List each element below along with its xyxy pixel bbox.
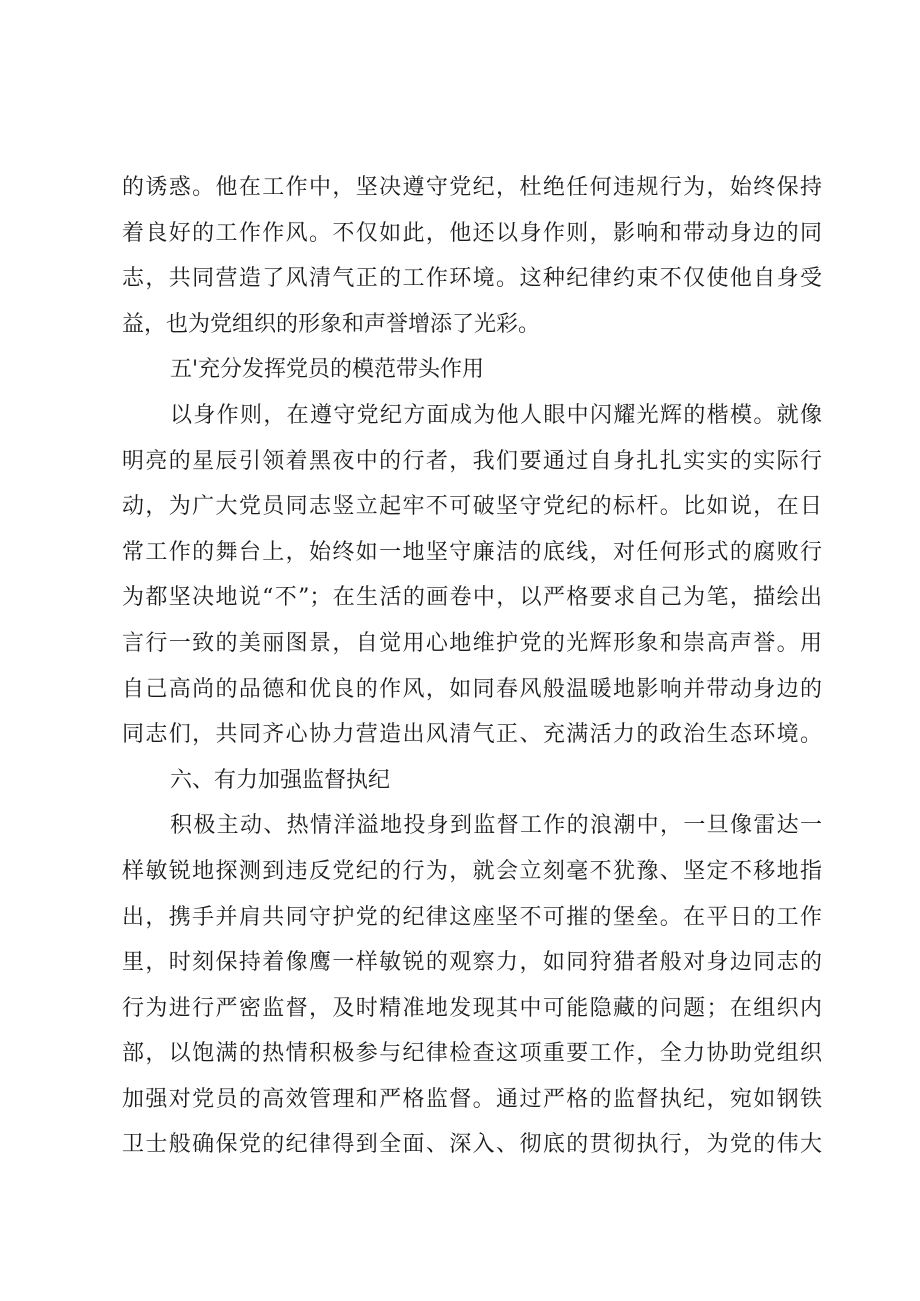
paragraph-line: 明亮的星辰引领着黑夜中的行者，我们要通过自身扎扎实实的实际行 — [122, 448, 822, 474]
document-body — [122, 165, 822, 1168]
paragraph-line: 自己高尚的品德和优良的作风，如同春风般温暖地影响并带动身边的 — [122, 676, 822, 702]
paragraph-line: 卫士般确保党的纪律得到全面、深入、彻底的贯彻执行，为党的伟大 — [122, 1132, 822, 1158]
paragraph-line: 部，以饱满的热情积极参与纪律检查这项重要工作，全力协助党组织 — [122, 1041, 822, 1067]
section-heading: 六、有力加强监督执纪 — [170, 767, 391, 793]
paragraph-line: 同志们，共同齐心协力营造出风清气正、充满活力的政治生态环境。 — [122, 722, 822, 748]
paragraph-line: 动，为广大党员同志竖立起牢不可破坚守党纪的标杆。比如说，在日 — [122, 494, 822, 520]
paragraph-line: 积极主动、热情洋溢地投身到监督工作的浪潮中，一旦像雷达一 — [170, 813, 822, 839]
paragraph-line: 志，共同营造了风清气正的工作环境。这种纪律约束不仅使他自身受 — [122, 266, 822, 292]
paragraph-line: 里，时刻保持着像鹰一样敏锐的观察力，如同狩猎者般对身边同志的 — [122, 950, 822, 976]
section-heading: 五'充分发挥党员的模范带头作用 — [170, 357, 485, 383]
paragraph-line: 的诱惑。他在工作中，坚决遵守党纪，杜绝任何违规行为，始终保持 — [122, 175, 822, 200]
paragraph-line: 以身作则，在遵守党纪方面成为他人眼中闪耀光辉的楷模。就像 — [170, 402, 822, 428]
paragraph-line: 为都坚决地说“不”；在生活的画卷中，以严格要求自己为笔，描绘出 — [122, 585, 822, 611]
paragraph-line: 益，也为党组织的形象和声誉增添了光彩。 — [122, 311, 541, 337]
paragraph-line: 言行一致的美丽图景，自觉用心地维护党的光辉形象和崇高声誉。用 — [122, 630, 822, 656]
paragraph-line: 行为进行严密监督，及时精准地发现其中可能隐藏的问题；在组织内 — [122, 995, 822, 1021]
paragraph-line: 样敏锐地探测到违反党纪的行为，就会立刻毫不犹豫、坚定不移地指 — [122, 858, 822, 884]
paragraph-line: 加强对党员的高效管理和严格监督。通过严格的监督执纪，宛如钢铁 — [122, 1086, 822, 1112]
paragraph-line: 出，携手并肩共同守护党的纪律这座坚不可摧的堡垒。在平日的工作 — [122, 904, 822, 930]
paragraph-line: 常工作的舞台上，始终如一地坚守廉洁的底线，对任何形式的腐败行 — [122, 539, 822, 565]
paragraph-line: 着良好的工作作风。不仅如此，他还以身作则，影响和带动身边的同 — [122, 220, 822, 246]
